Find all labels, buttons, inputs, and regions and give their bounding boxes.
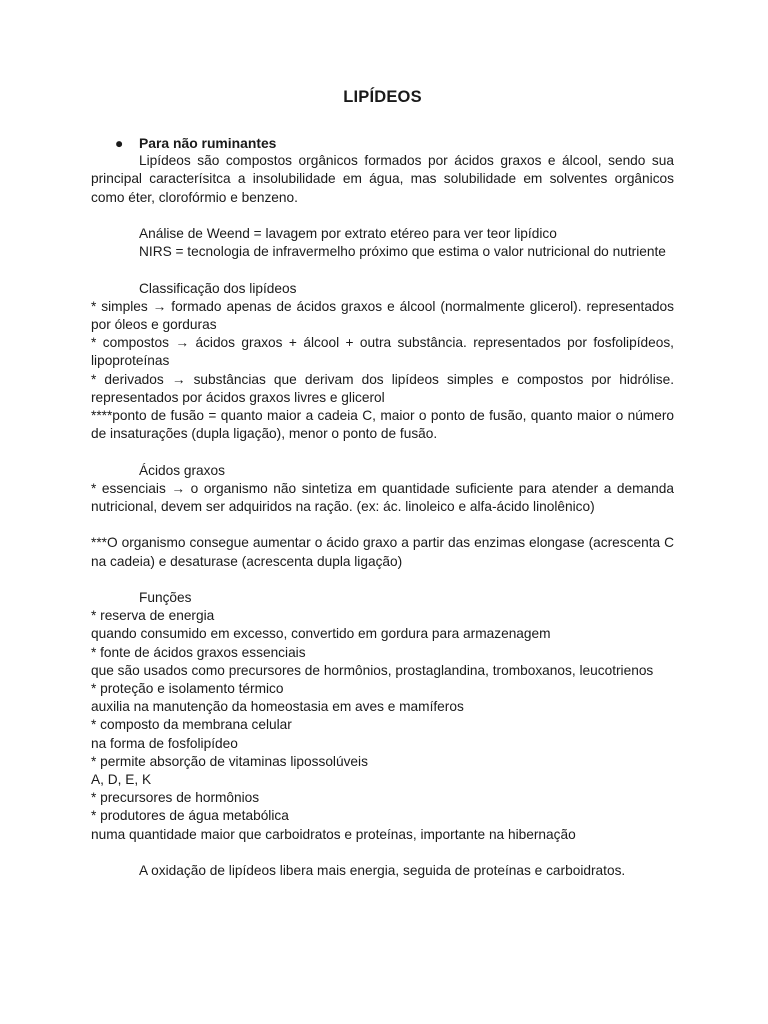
document-title: LIPÍDEOS (343, 88, 422, 106)
funcoes-item: A, D, E, K (91, 772, 152, 788)
conclusao-paragraph: A oxidação de lipídeos libera mais energia, seguida de proteínas e carboidratos. (139, 863, 626, 879)
classificacao-compostos: * compostos → ácidos graxos + álcool + outra substância. representados por fosfolipídeos, lipoproteínas (91, 335, 674, 369)
funcoes-item: auxilia na manutenção da homeostasia em aves e mamíferos (91, 699, 464, 715)
classificacao-simples: * simples → formado apenas de ácidos graxos e álcool (normalmente glicerol). representados por óleos e gorduras (91, 298, 674, 332)
classificacao-heading: Classificação dos lipídeos (139, 280, 297, 296)
acidos-essenciais: * essenciais → o organismo não sintetiza em quantidade suficiente para atender a demanda nutricional, devem ser adquiridos na ração. (ex: ác. linoleico e alfa-ácido linolênico) (91, 480, 674, 515)
ponto-fusao-note: ****ponto de fusão = quanto maior a cadeia C, maior o ponto de fusão, quanto maior o número de insaturações (dupla ligação), menor o ponto de fusão. (91, 408, 674, 442)
document-body (91, 134, 674, 880)
intro-paragraph: Lipídeos são compostos orgânicos formados por ácidos graxos e álcool, sendo sua principal caracterísitca a insolubilidade em água, mas solubilidade em solventes orgânicos como éter, clorofórmio e benzeno. (91, 153, 674, 205)
nirs-paragraph: NIRS = tecnologia de infravermelho próximo que estima o valor nutricional do nutriente (139, 244, 666, 260)
funcoes-item: na forma de fosfolipídeo (91, 735, 238, 751)
funcoes-item: numa quantidade maior que carboidratos e proteínas, importante na hibernação (91, 826, 576, 842)
funcoes-heading: Funções (139, 590, 192, 605)
section-heading (91, 134, 674, 152)
acidos-graxos-heading: Ácidos graxos (139, 462, 225, 478)
funcoes-item: * fonte de ácidos graxos essenciais (91, 644, 306, 660)
funcoes-item: * permite absorção de vitaminas lipossolúveis (91, 753, 368, 769)
funcoes-item: * composto da membrana celular (91, 717, 292, 733)
funcoes-item: que são usados como precursores de hormônios, prostaglandina, tromboxanos, leucotrienos (91, 662, 654, 678)
funcoes-item: quando consumido em excesso, convertido em gordura para armazenagem (91, 626, 551, 642)
bullet-icon: ● (115, 135, 124, 151)
section-heading-text: Para não ruminantes (139, 135, 277, 151)
funcoes-item: * produtores de água metabólica (91, 808, 289, 824)
funcoes-item: * precursores de hormônios (91, 790, 260, 806)
funcoes-item: * proteção e isolamento térmico (91, 681, 284, 697)
weend-paragraph: Análise de Weend = lavagem por extrato etéreo para ver teor lipídico (139, 226, 557, 241)
funcoes-item: * reserva de energia (91, 608, 215, 624)
acidos-graxos-note: ***O organismo consegue aumentar o ácido graxo a partir das enzimas elongase (acrescenta C na cadeia) e desaturase (acrescenta dupla ligação) (91, 535, 674, 569)
classificacao-derivados: * derivados → substâncias que derivam dos lipídeos simples e compostos por hidrólise. representados por ácidos graxos livres e glicerol (91, 371, 674, 405)
